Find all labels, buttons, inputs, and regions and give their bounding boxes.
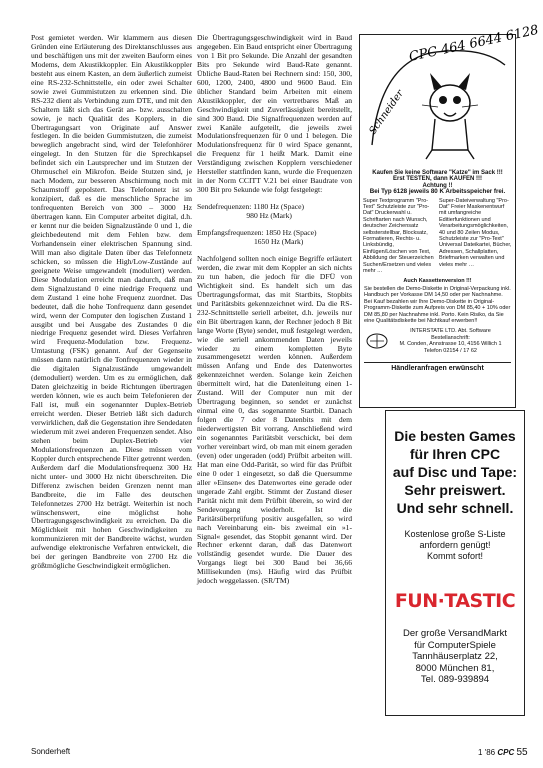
ad-company-order: Bestellanschrift: bbox=[431, 334, 470, 341]
headline-line-2: für Ihren CPC bbox=[409, 446, 501, 462]
svg-text:CPC 464 6644 6128: CPC 464 6644 6128 bbox=[407, 22, 540, 65]
funtastic-headline bbox=[386, 427, 524, 517]
ad-test-line: Erst TESTEN, dann KAUFEN !!! bbox=[392, 176, 482, 183]
advertisement-interstate bbox=[359, 22, 540, 408]
receive-frequency-space: Empfangsfrequenzen: 1850 Hz (Space) bbox=[197, 228, 317, 238]
advertisement-funtastic bbox=[385, 410, 525, 716]
article-text-col1: Post gemietet werden. Wir klammern aus diesen Gründen eine Erläuterung des Direktanschlusses aus und beschäftigen uns mit der zweiten Bauform eines Modems, dem Akustikkoppler. Ein Akustikkoppler besteht aus einem Kasten, an dem äußerlich zumeist eine RS-232-Schnittstelle, ein oder zwei Schalter sowie zwei Gummistutzen zu erkennen sind. Die RS-232 dient als Verbindung zum DTE, und mit den Schaltern läßt sich das Gerät an- bzw. ausschalten sowie, je nach Qualität des Kopplers, in die Übertragungsart von Originate auf Answer festlegen. In die beiden Gummistutzen, die zumeist beweglich angebracht sind, wird der Telefonhörer eingelegt. In den Stutzen für die Sprechkapsel befindet sich ein Lautsprecher und im Stutzen der Ohrmuschel ein Mikrofon. Beide Stutzen sind, je nach Modem, zur besseren Abschirmung noch mit Schaumstoff gepolstert. Das Telefonnetz ist so konzipiert, daß es die menschliche Sprache im tonfrequenten Bereich von 300 – 3000 Hz übertragen kann. Ein Computer arbeitet digital, d.h. er kennt nur die beiden Signalzustände 0 und 1, die gleichbedeutend mit dem Fehlen bzw. dem Vorhandensein einer elektrischen Spannung sind. Will man also digitale Daten über das Telefonnetz schicken, so müssen die High/Low-Zustände auf geeignete Weise umgewandelt (moduliert) werden. Diese Modulation erreicht man dadurch, daß man dem Signalzustand 0 eine niedrige Frequenz und dem Zustand 1 eine hohe Frequenz zuordnet. Das bedeutet, daß die hohe Tonfrequenz dann gesendet wird, wenn der Computer den logischen Zustand 1 ausgibt und bei Ausgabe des Zustandes 0 die niedrige Frequenz gesendet wird. Dieses Verfahren wird Frequenz-Modulation bzw. Frequenz-Umtastung (FSK) genannt. Auf der Gegenseite müssen dann natürlich die Tonfrequenzen wieder in die digitalen Signalzustände umgewandelt (demoduliert) werden. Um es zu ermöglichen, daß Daten gleichzeitig in beide Richtungen übertragen werden können, wie es auch beim Telefonieren der Fall ist, muß ein sogenannter Duplex-Betrieb erreicht werden. Dieser Betrieb läßt sich dadurch verwirklichen, daß die Gegenstation ihre Sendedaten wiederum mit zwei anderen Frequenzen sendet. Also stehen beim Duplex-Betrieb vier Modulationsfrequenzen an. Diese müssen vom Koppler durch entsprechende Filter getrennt werden. Außerdem darf die Modulationsfrequenz 300 Hz nicht unter- und 3000 Hz nicht überschreiten. Die Differenz zwischen beiden Grenzen nennt man Bandbreite, die im Falle des deutschen Telefonnetzes 2700 Hz beträgt. Weiterhin ist noch wünschenswert, eine möglichst hohe Übertragungsgeschwindigkeit zu erreichen. Da die Möglichkeit mit hohen Geschwindigkeiten zu kommunizieren mit der Bandbreite wächst, wurden aufwendige elektronische Verfahren entwickelt, die bei der geringen Bandbreite von 2700 Hz die größtmögliche Geschwindigkeit ermöglichen. bbox=[31, 33, 192, 571]
headline-line-4: Sehr preiswert. bbox=[404, 482, 506, 498]
footer-magazine-name: CPC bbox=[497, 748, 515, 757]
send-frequency-space: Sendefrequenzen: 1180 Hz (Space) bbox=[197, 202, 305, 212]
article-column-1 bbox=[31, 34, 192, 731]
footer-page-info bbox=[478, 747, 528, 758]
ad-offer: Bei Typ 6128 jeweils 80 K Arbeitsspeicher frei. bbox=[369, 188, 506, 196]
catalog-line-3: Kommt sofort! bbox=[426, 551, 483, 561]
receive-frequencies bbox=[197, 229, 352, 247]
address-line-4: 8000 München 81, bbox=[415, 662, 495, 674]
footer-issue: 1 '86 bbox=[478, 748, 496, 757]
footer-section-label: Sonderheft bbox=[31, 747, 71, 756]
address-line-1: Der große VersandMarkt bbox=[402, 628, 507, 639]
cat-logo-icon bbox=[360, 22, 540, 168]
ad-tagline: Kaufen Sie keine Software "Katze" im Sack !!! bbox=[372, 170, 503, 176]
funtastic-brand-logo: FUN·TASTIC bbox=[394, 590, 516, 612]
ad-kassette: Auch Kassettenversion !!! bbox=[403, 277, 472, 284]
send-frequency-mark: 980 Hz (Mark) bbox=[197, 211, 292, 221]
ad-phone: Telefon 02154 / 17 62 bbox=[424, 347, 477, 354]
headline-line-1: Die besten Games bbox=[394, 428, 516, 444]
ad-products bbox=[360, 198, 515, 275]
address-line-3: Tannhäuserplatz 22, bbox=[412, 651, 498, 662]
receive-frequency-mark: 1650 Hz (Mark) bbox=[197, 237, 304, 247]
svg-text:Schneider: Schneider bbox=[367, 88, 407, 137]
address-line-2: für ComputerSpiele bbox=[414, 639, 496, 651]
ad-product-pro-text: Super Textprogramm "Pro-Text" Schutzleiste zur "Pro-Dat" Druckerwahl u. Schriftarten nach Wunsch, deutscher Zeichensatz selbsterstellbar, Blocksatz, Formatieren, Rechts- u. Linksbündig, Einfügen/Löschen von Text, Abbildung der Steuerzeichen Suchen/Ersetzen und vieles mehr … bbox=[363, 197, 434, 275]
footer-page-number: 55 bbox=[516, 747, 528, 758]
funtastic-address bbox=[386, 628, 524, 686]
ad-product-pro-dat: Super-Dateiverwaltung "Pro-Dat" Freier Maskenentwurf mit umfangreiche Editierfunktionen und Verarbeitungsmöglichkeiten, 40 und 80 Zeilen Modus, Schutzleiste zur "Pro-Text" Universal Dateikartei, Bücher, Adressen, Schallplatten, Briefmarken verwalten und vieles mehr … bbox=[439, 197, 512, 268]
catalog-line-1: Kostenlose große S-Liste bbox=[404, 529, 506, 539]
article-column-2 bbox=[197, 34, 352, 731]
schneider-cpc-logo bbox=[360, 22, 540, 168]
address-line-5: Tel. 089-939894 bbox=[420, 674, 490, 685]
interstate-logo-icon bbox=[366, 332, 388, 350]
article-text-col2-intro: Die Übertragungsgeschwindigkeit wird in Baud angegeben. Ein Baud entspricht einer Übertragung von 1 Bit pro Sekunde. Die Anzahl der gesandten Bits pro Sekunde wird Baud-Rate genannt. Übliche Baud-Raten bei Rechnern sind: 150, 300, 600, 1200, 2400, 4800 und 9600 Baud. Ein üblicher Standard beim Arbeiten mit einem Akustikkoppler, der ein vertretbares Maß an Geschwindigkeit und Zuverlässigkeit bereitstellt, sind 300 Baud. Die Signalfrequenzen werden auf zwei Kanäle aufgeteilt, die jeweils zwei Modulationsfrequenzen für 0 und 1 belegen. Die Modulationsfrequenz für 0 wird Space genannt, die Frequenz für 1 heißt Mark. Damit eine Verständigung zwischen Kopplern verschiedener Hersteller stattfinden kann, wurde die Frequenzen in der Norm CCITT V.21 bei einer Baudrate von 300 Bit pro Sekunde wie folgt festgelegt: bbox=[197, 33, 352, 195]
ad-order-note: Sie bestellen die Demo-Diskette in Original-Verpackung inkl. Handbuch per Vorkasse DM 14,50 oder per Nachnahme. Bei Kauf bezahlen wir Ihre Demo-Diskette in Original-Programm-Diskette zum Aufpreis von DM 85,40 + 10% oder DM 85,80 per Nachnahme inkl. Porto. Kein Risiko, da Sie eine Qualitätsdiskette bei Nichtkauf erwerben!! bbox=[364, 285, 511, 324]
ad-achtung: Achtung !! bbox=[422, 182, 453, 189]
ad-company: INTERSTATE LTD. Abt. Software bbox=[410, 328, 491, 335]
article-text-col2-rest: Nachfolgend sollten noch einige Begriffe erläutert werden, die zwar mit dem Koppler an sich nichts zu tun haben, die jedoch für die DFÜ von Wichtigkeit sind. Es handelt sich um das Übertragungsformat, das mit Startbits, Stopbits und Paritätsbits gekennzeichnet wird. Da die RS-232-Schnittstelle seriell arbeitet, d.h. jeweils nur ein Bit übertragen kann, der Rechner jedoch 8 Bit lange Worte (Byte) sendet, muß festgelegt werden, wie die seriell ankommenden Daten jeweils wieder zu einem kompletten Byte zusammengesetzt werden können. Außerdem müssen Anfang und Ende des Datenwortes gekennzeichnet werden. Solange kein Zeichen übermittelt wird, hat die Datenleitung einen 1-Zustand. Will der Computer nun mit der Übertragung beginnen, so sendet er zunächst einmal eine 0, das sogenannte Startbit. Danach folgen die 7 oder 8 Datenbits mit dem niederwertigsten Bit vorrang. Anschließend wird ein sogenanntes Paritätsbit verschickt, bei dem vorher vereinbart wird, ob man mit einem geraden (even) oder ungeraden (odd) Prüfbit arbeiten will. Hat man eine Odd-Parität, so wird für das Prüfbit eine 0 oder 1 eingesetzt, so daß die Quersumme aller »Einsen« des Datenwortes eine gerade oder ungerade Zahl ergibt. Stimmt der Zustand dieser Parität nicht mit dem Prüfbit überein, so wird der Sendevorgang wiederholt. Ist die Paritätsüberprüfung positiv ausgefallen, so wird nach Vereinbarung ein- bis zweimal ein »1-Signal« gesendet, das Stopbit genannt wird. Der Rechner erkennt daran, daß das Datenwort vollständig gesendet wurde. Die Dauer des Vorgangs liegt bei 300 Baud bei 36,66 Millisekunden (ms). Häufig wird das Prüfbit jedoch weggelassen. (SR/TM) bbox=[197, 253, 352, 586]
send-frequencies bbox=[197, 203, 352, 221]
ad-street: M. Conden, Annstrasse 10, 4156 Willich 1 bbox=[399, 341, 502, 348]
headline-line-3: auf Disc und Tape: bbox=[392, 464, 518, 480]
catalog-line-2: anfordern genügt! bbox=[419, 540, 491, 550]
headline-line-5: Und sehr schnell. bbox=[396, 500, 514, 516]
ad-dealer-inquiry: Händleranfragen erwünscht bbox=[364, 362, 511, 372]
funtastic-catalog-offer bbox=[386, 529, 524, 562]
ad-address-block bbox=[360, 324, 515, 358]
